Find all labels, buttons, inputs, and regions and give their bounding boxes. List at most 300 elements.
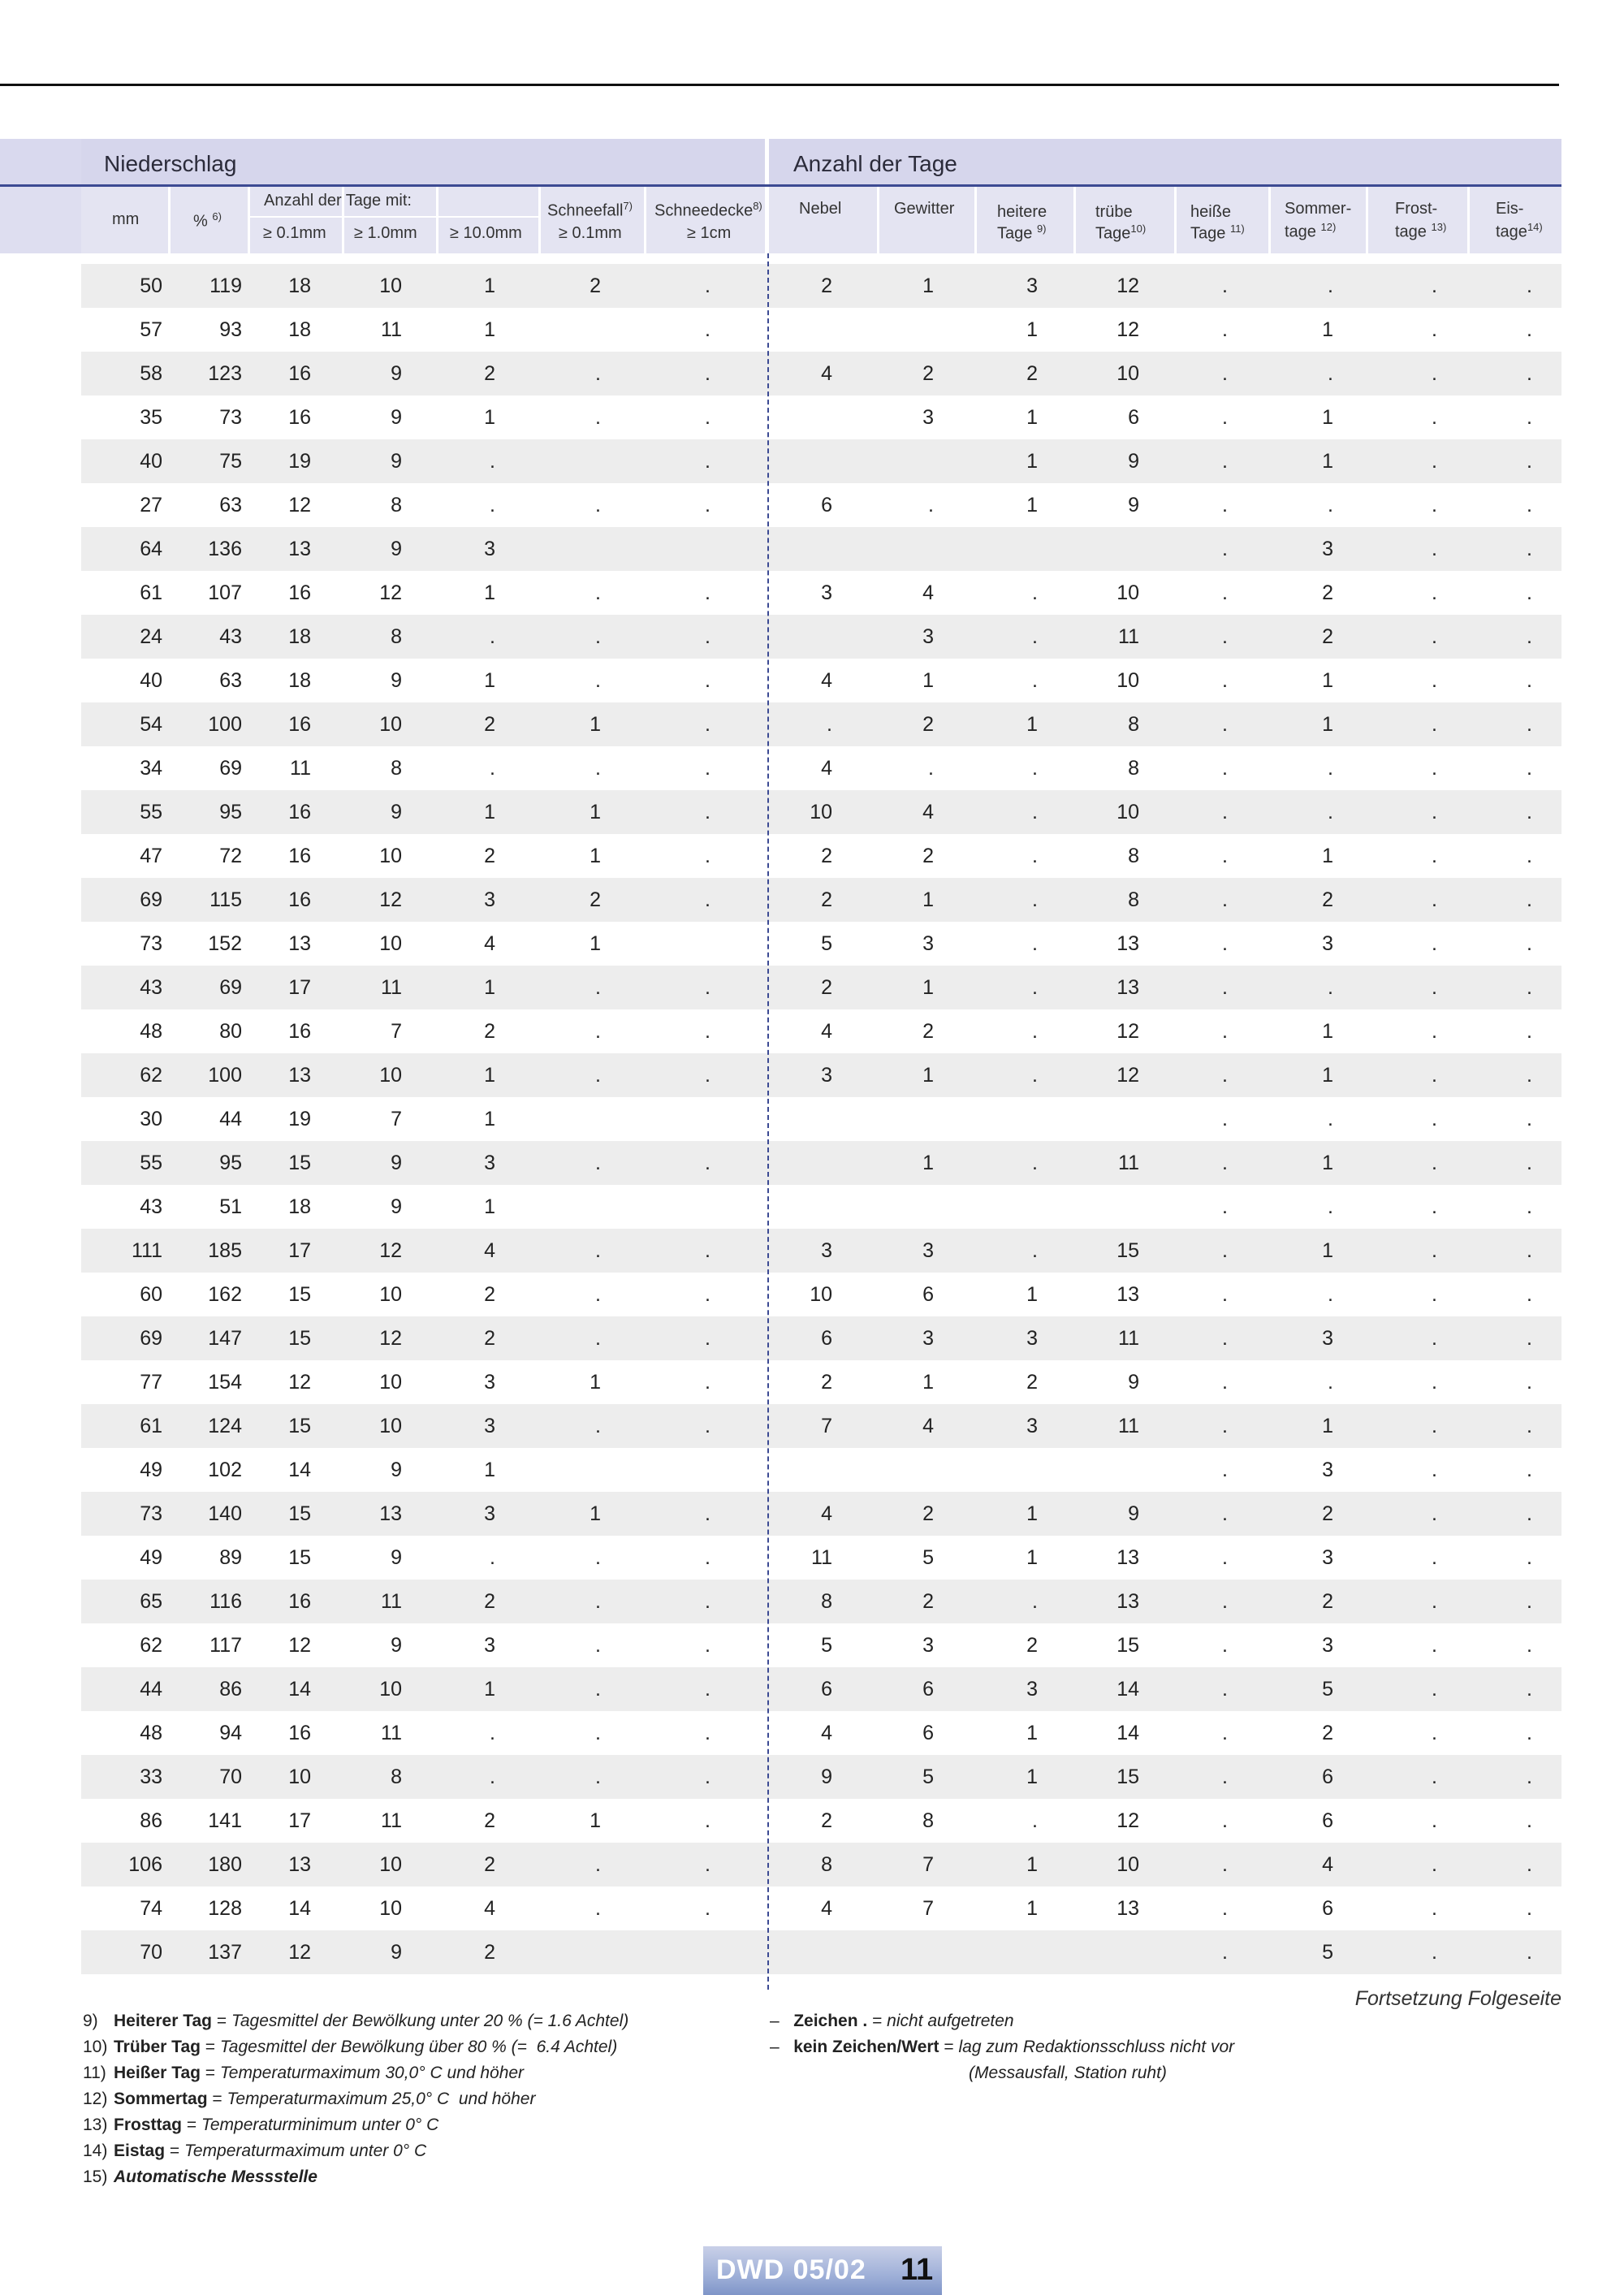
footer-publication: DWD 05/02: [716, 2254, 866, 2285]
cell-eistage: .: [1527, 713, 1532, 736]
cell-ge10: 11: [381, 976, 402, 999]
col-eistage: [1470, 187, 1561, 253]
cell-sommertage: 4: [1322, 1853, 1333, 1876]
cell-mm: 49: [140, 1459, 162, 1481]
cell-nebel: 4: [821, 1722, 832, 1744]
cell-eistage: .: [1527, 1108, 1532, 1130]
cell-sommertage: 3: [1322, 932, 1333, 955]
cell-frosttage: .: [1432, 538, 1437, 560]
cell-heitere: [973, 1097, 1038, 1141]
cell-pct: 94: [219, 1722, 242, 1744]
cell-truebe: 8: [1128, 757, 1139, 780]
cell-frosttage: .: [1432, 1195, 1437, 1218]
cell-nebel: [767, 1448, 832, 1492]
cell-gewitter: 3: [922, 625, 934, 648]
cell-frosttage: .: [1432, 625, 1437, 648]
table-row: [81, 439, 1561, 483]
cell-schneedecke: .: [705, 274, 710, 297]
cell-ge100: 3: [484, 1371, 495, 1394]
cell-schneefall: .: [595, 1239, 601, 1262]
cell-schneedecke: .: [705, 1590, 710, 1613]
cell-eistage: .: [1527, 450, 1532, 473]
cell-ge10: 9: [391, 538, 402, 560]
footnote: 11) Heißer Tag = Temperaturmaximum 30,0° C und höher: [83, 2064, 525, 2082]
cell-frosttage: .: [1432, 845, 1437, 867]
cell-truebe: 13: [1116, 932, 1139, 955]
cell-heisse: .: [1222, 1020, 1228, 1043]
cell-mm: 69: [140, 1327, 162, 1350]
cell-heitere: .: [1032, 757, 1038, 780]
cell-ge01: 15: [288, 1502, 311, 1525]
cell-truebe: 15: [1116, 1239, 1139, 1262]
col-sommertage-label-1: Sommer-: [1285, 200, 1352, 218]
cell-sommertage: 1: [1322, 406, 1333, 429]
footnote: 9) Heiterer Tag = Tagesmittel der Bewölkung unter 20 % (= 1.6 Achtel): [83, 2012, 629, 2030]
cell-ge10: 9: [391, 450, 402, 473]
cell-truebe: 10: [1116, 1853, 1139, 1876]
table-row: [81, 1843, 1561, 1887]
cell-truebe: 13: [1116, 1283, 1139, 1306]
footer-page-number: 11: [901, 2253, 934, 2287]
cell-eistage: .: [1527, 845, 1532, 867]
cell-frosttage: .: [1432, 1897, 1437, 1920]
cell-ge10: 12: [379, 1239, 402, 1262]
table-row: [81, 746, 1561, 790]
cell-ge10: 10: [379, 1897, 402, 1920]
cell-eistage: .: [1527, 1853, 1532, 1876]
cell-heisse: .: [1222, 1853, 1228, 1876]
col-mm: [81, 187, 171, 253]
cell-schneedecke: .: [705, 669, 710, 692]
cell-eistage: .: [1527, 274, 1532, 297]
cell-schneedecke: .: [705, 494, 710, 516]
cell-sommertage: 6: [1322, 1766, 1333, 1788]
cell-frosttage: .: [1432, 1459, 1437, 1481]
cell-mm: 57: [140, 318, 162, 341]
cell-ge01: 15: [288, 1415, 311, 1437]
cell-heisse: .: [1222, 406, 1228, 429]
cell-ge10: 10: [379, 932, 402, 955]
cell-ge100: 3: [484, 1152, 495, 1174]
table-row: [81, 1316, 1561, 1360]
table-row: [81, 1755, 1561, 1799]
col-ge100-label: ≥ 10.0mm: [450, 224, 522, 242]
col-pct: [171, 187, 250, 253]
cell-ge01: 18: [288, 669, 311, 692]
cell-heitere: 3: [1026, 274, 1038, 297]
cell-eistage: .: [1527, 1195, 1532, 1218]
cell-mm: 64: [140, 538, 162, 560]
cell-sommertage: 2: [1322, 1590, 1333, 1613]
cell-ge01: 15: [288, 1546, 311, 1569]
cell-schneefall: .: [595, 1722, 601, 1744]
cell-schneedecke: .: [705, 1239, 710, 1262]
cell-mm: 33: [140, 1766, 162, 1788]
cell-frosttage: .: [1432, 1064, 1437, 1087]
cell-heisse: .: [1222, 1941, 1228, 1964]
cell-heitere: .: [1032, 1152, 1038, 1174]
cell-ge10: 12: [379, 581, 402, 604]
cell-heisse: .: [1222, 713, 1228, 736]
cell-schneefall: .: [595, 757, 601, 780]
cell-frosttage: .: [1432, 1766, 1437, 1788]
table-row: [81, 615, 1561, 659]
cell-mm: 54: [140, 713, 162, 736]
cell-mm: 34: [140, 757, 162, 780]
cell-mm: 61: [140, 581, 162, 604]
cell-ge01: 14: [288, 1459, 311, 1481]
cell-gewitter: .: [928, 494, 934, 516]
cell-schneedecke: [646, 1448, 710, 1492]
table-row: [81, 878, 1561, 922]
cell-sommertage: .: [1328, 274, 1333, 297]
cell-heitere: 1: [1026, 1502, 1038, 1525]
cell-ge100: 2: [484, 1327, 495, 1350]
cell-heitere: .: [1032, 1590, 1038, 1613]
cell-sommertage: 1: [1322, 713, 1333, 736]
cell-ge100: 2: [484, 1590, 495, 1613]
cell-heisse: .: [1222, 318, 1228, 341]
cell-heisse: .: [1222, 1415, 1228, 1437]
cell-frosttage: .: [1432, 1634, 1437, 1657]
cell-schneefall: [536, 439, 601, 483]
cell-frosttage: .: [1432, 757, 1437, 780]
cell-eistage: .: [1527, 669, 1532, 692]
cell-schneedecke: .: [705, 1634, 710, 1657]
cell-mm: 49: [140, 1546, 162, 1569]
cell-schneefall: 1: [590, 845, 601, 867]
cell-nebel: 2: [821, 976, 832, 999]
cell-frosttage: .: [1432, 1327, 1437, 1350]
cell-sommertage: 5: [1322, 1678, 1333, 1701]
table-row: [81, 966, 1561, 1009]
col-heisse-label-1: heiße: [1190, 203, 1232, 221]
cell-schneefall: [536, 308, 601, 352]
cell-schneefall: .: [595, 362, 601, 385]
cell-pct: 93: [219, 318, 242, 341]
cell-ge100: 1: [484, 318, 495, 341]
cell-ge01: 19: [288, 1108, 311, 1130]
cell-truebe: 11: [1118, 1152, 1139, 1174]
cell-heisse: .: [1222, 494, 1228, 516]
cell-sommertage: 1: [1322, 318, 1333, 341]
cell-eistage: .: [1527, 581, 1532, 604]
table-row: [81, 1667, 1561, 1711]
cell-nebel: 2: [821, 1371, 832, 1394]
cell-mm: 55: [140, 801, 162, 823]
cell-sommertage: .: [1328, 976, 1333, 999]
cell-frosttage: .: [1432, 976, 1437, 999]
cell-sommertage: 1: [1322, 1239, 1333, 1262]
cell-nebel: [767, 308, 832, 352]
cell-schneedecke: .: [705, 1283, 710, 1306]
cell-gewitter: 6: [922, 1678, 934, 1701]
table-row: [81, 1799, 1561, 1843]
cell-schneedecke: [646, 1930, 710, 1974]
cell-schneedecke: .: [705, 625, 710, 648]
cell-eistage: .: [1527, 1327, 1532, 1350]
cell-ge10: 9: [391, 1195, 402, 1218]
cell-heitere: 3: [1026, 1327, 1038, 1350]
cell-eistage: .: [1527, 1809, 1532, 1832]
cell-ge10: 10: [379, 1371, 402, 1394]
cell-heisse: .: [1222, 1327, 1228, 1350]
cell-gewitter: 2: [922, 1502, 934, 1525]
cell-mm: 73: [140, 1502, 162, 1525]
cell-ge10: 10: [379, 1853, 402, 1876]
cell-pct: 69: [219, 757, 242, 780]
cell-frosttage: .: [1432, 1371, 1437, 1394]
cell-truebe: 13: [1116, 1897, 1139, 1920]
cell-truebe: 9: [1128, 494, 1139, 516]
cell-ge100: 1: [484, 581, 495, 604]
cell-schneefall: .: [595, 581, 601, 604]
cell-gewitter: [869, 1185, 934, 1229]
cell-heitere: 1: [1026, 713, 1038, 736]
cell-pct: 70: [219, 1766, 242, 1788]
cell-gewitter: 5: [922, 1766, 934, 1788]
cell-gewitter: 1: [922, 1064, 934, 1087]
cell-ge01: 14: [288, 1678, 311, 1701]
cell-ge01: 19: [288, 450, 311, 473]
table-row: [81, 1711, 1561, 1755]
col-sommertage: [1271, 187, 1368, 253]
legend-line-3: (Messausfall, Station ruht): [969, 2064, 1167, 2082]
cell-eistage: .: [1527, 1722, 1532, 1744]
col-truebe: [1076, 187, 1177, 253]
cell-eistage: .: [1527, 1152, 1532, 1174]
cell-frosttage: .: [1432, 1502, 1437, 1525]
cell-heisse: .: [1222, 1546, 1228, 1569]
table-row: [81, 834, 1561, 878]
cell-schneefall: .: [595, 1064, 601, 1087]
cell-eistage: .: [1527, 318, 1532, 341]
cell-ge01: 16: [288, 1020, 311, 1043]
cell-gewitter: 2: [922, 1020, 934, 1043]
continuation-note: Fortsetzung Folgeseite: [1354, 1987, 1561, 2010]
table-row: [81, 395, 1561, 439]
cell-gewitter: 4: [922, 581, 934, 604]
cell-truebe: 8: [1128, 713, 1139, 736]
cell-truebe: 10: [1116, 669, 1139, 692]
cell-heisse: .: [1222, 1678, 1228, 1701]
cell-heisse: .: [1222, 1239, 1228, 1262]
cell-ge01: 17: [288, 1239, 311, 1262]
cell-pct: 86: [219, 1678, 242, 1701]
cell-heitere: .: [1032, 932, 1038, 955]
cell-frosttage: .: [1432, 801, 1437, 823]
col-gewitter-label: Gewitter: [894, 200, 955, 218]
cell-ge10: 8: [391, 1766, 402, 1788]
cell-ge100: 2: [484, 1020, 495, 1043]
cell-heitere: 2: [1026, 1371, 1038, 1394]
table-row: [81, 1887, 1561, 1930]
cell-mm: 43: [140, 1195, 162, 1218]
cell-ge10: 8: [391, 625, 402, 648]
cell-ge01: 18: [288, 1195, 311, 1218]
footnote: 13) Frosttag = Temperaturminimum unter 0° C: [83, 2116, 439, 2134]
header-band-stub: [0, 139, 81, 186]
cell-heisse: .: [1222, 932, 1228, 955]
cell-heitere: [973, 1185, 1038, 1229]
cell-truebe: [1074, 1448, 1139, 1492]
cell-heitere: 1: [1026, 318, 1038, 341]
footer-page-badge: [703, 2246, 942, 2295]
cell-nebel: 5: [821, 932, 832, 955]
cell-schneedecke: .: [705, 1722, 710, 1744]
table-row: [81, 1448, 1561, 1492]
cell-truebe: 10: [1116, 362, 1139, 385]
cell-mm: 55: [140, 1152, 162, 1174]
cell-gewitter: [869, 439, 934, 483]
cell-mm: 40: [140, 450, 162, 473]
cell-heisse: .: [1222, 888, 1228, 911]
cell-ge10: 11: [381, 1809, 402, 1832]
cell-sommertage: 1: [1322, 669, 1333, 692]
cell-ge10: 10: [379, 1415, 402, 1437]
cell-ge100: 3: [484, 1634, 495, 1657]
cell-eistage: .: [1527, 932, 1532, 955]
cell-sommertage: 1: [1322, 1415, 1333, 1437]
cell-ge10: 8: [391, 757, 402, 780]
cell-eistage: .: [1527, 1941, 1532, 1964]
cell-ge100: 1: [484, 976, 495, 999]
cell-ge01: 17: [288, 1809, 311, 1832]
cell-mm: 60: [140, 1283, 162, 1306]
table-row: [81, 1141, 1561, 1185]
cell-gewitter: 2: [922, 845, 934, 867]
cell-ge10: 9: [391, 1152, 402, 1174]
cell-heitere: 2: [1026, 362, 1038, 385]
cell-eistage: .: [1527, 1590, 1532, 1613]
cell-ge100: 1: [484, 669, 495, 692]
cell-mm: 70: [140, 1941, 162, 1964]
cell-heitere: 1: [1026, 450, 1038, 473]
cell-nebel: 3: [821, 581, 832, 604]
cell-ge01: 12: [288, 1941, 311, 1964]
cell-schneedecke: .: [705, 1064, 710, 1087]
cell-nebel: 4: [821, 1897, 832, 1920]
cell-truebe: 12: [1116, 1064, 1139, 1087]
cell-heitere: .: [1032, 1809, 1038, 1832]
cell-ge100: 1: [484, 1678, 495, 1701]
cell-schneefall: .: [595, 1678, 601, 1701]
cell-ge100: 3: [484, 538, 495, 560]
cell-gewitter: 5: [922, 1546, 934, 1569]
cell-schneefall: .: [595, 1020, 601, 1043]
cell-sommertage: .: [1328, 757, 1333, 780]
cell-heitere: .: [1032, 1020, 1038, 1043]
cell-schneedecke: .: [705, 801, 710, 823]
cell-ge10: 10: [379, 1064, 402, 1087]
cell-schneedecke: .: [705, 845, 710, 867]
cell-mm: 48: [140, 1020, 162, 1043]
cell-schneedecke: [646, 1097, 710, 1141]
cell-ge01: 16: [288, 406, 311, 429]
cell-nebel: 3: [821, 1239, 832, 1262]
cell-nebel: 6: [821, 494, 832, 516]
cell-sommertage: 1: [1322, 1152, 1333, 1174]
cell-pct: 116: [209, 1590, 242, 1613]
cell-eistage: .: [1527, 801, 1532, 823]
cell-truebe: 8: [1128, 888, 1139, 911]
cell-gewitter: 3: [922, 1634, 934, 1657]
cell-heitere: .: [1032, 581, 1038, 604]
cell-pct: 117: [209, 1634, 242, 1657]
cell-schneefall: [536, 527, 601, 571]
cell-nebel: 11: [811, 1546, 832, 1569]
cell-gewitter: 1: [922, 888, 934, 911]
cell-sommertage: 3: [1322, 538, 1333, 560]
table-row: [81, 922, 1561, 966]
cell-mm: 50: [140, 274, 162, 297]
cell-ge01: 18: [288, 274, 311, 297]
cell-nebel: 4: [821, 757, 832, 780]
cell-schneedecke: .: [705, 1152, 710, 1174]
cell-pct: 100: [208, 713, 242, 736]
cell-pct: 137: [208, 1941, 242, 1964]
cell-heitere: [973, 527, 1038, 571]
cell-mm: 77: [140, 1371, 162, 1394]
cell-schneedecke: .: [705, 1415, 710, 1437]
cell-heisse: .: [1222, 1502, 1228, 1525]
cell-schneefall: .: [595, 1897, 601, 1920]
cell-heisse: .: [1222, 362, 1228, 385]
cell-nebel: 6: [821, 1678, 832, 1701]
cell-nebel: 8: [821, 1853, 832, 1876]
cell-ge10: 9: [391, 406, 402, 429]
cell-schneefall: .: [595, 1152, 601, 1174]
cell-heisse: .: [1222, 1590, 1228, 1613]
table-row: [81, 483, 1561, 527]
cell-gewitter: 7: [922, 1853, 934, 1876]
cell-ge01: 13: [288, 1064, 311, 1087]
cell-eistage: .: [1527, 757, 1532, 780]
cell-ge100: .: [490, 1722, 495, 1744]
header-anzahl-tage: [769, 139, 1561, 186]
cell-sommertage: 5: [1322, 1941, 1333, 1964]
cell-heitere: .: [1032, 801, 1038, 823]
cell-heitere: 1: [1026, 1546, 1038, 1569]
cell-frosttage: .: [1432, 1415, 1437, 1437]
cell-ge10: 7: [391, 1108, 402, 1130]
cell-frosttage: .: [1432, 494, 1437, 516]
cell-eistage: .: [1527, 1283, 1532, 1306]
cell-gewitter: 2: [922, 1590, 934, 1613]
cell-heisse: .: [1222, 1371, 1228, 1394]
cell-sommertage: .: [1328, 362, 1333, 385]
cell-frosttage: .: [1432, 1678, 1437, 1701]
cell-heisse: .: [1222, 1897, 1228, 1920]
cell-nebel: [767, 615, 832, 659]
cell-ge01: 12: [288, 1634, 311, 1657]
cell-sommertage: 3: [1322, 1459, 1333, 1481]
cell-schneedecke: .: [705, 406, 710, 429]
cell-schneedecke: .: [705, 976, 710, 999]
cell-ge01: 14: [288, 1897, 311, 1920]
cell-schneefall: .: [595, 1415, 601, 1437]
cell-schneedecke: .: [705, 581, 710, 604]
cell-truebe: 14: [1116, 1678, 1139, 1701]
table-row: [81, 527, 1561, 571]
table-row: [81, 1404, 1561, 1448]
cell-ge100: 3: [484, 1415, 495, 1437]
subheader-divider: [250, 216, 541, 218]
cell-ge10: 11: [381, 318, 402, 341]
cell-frosttage: .: [1432, 362, 1437, 385]
cell-schneedecke: .: [705, 757, 710, 780]
table-row: [81, 1009, 1561, 1053]
